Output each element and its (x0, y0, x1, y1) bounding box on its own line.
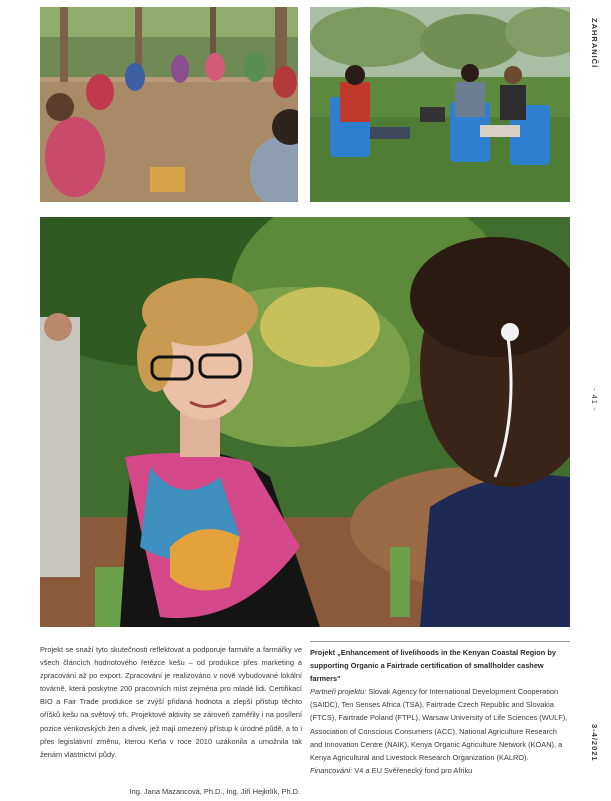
project-title: Projekt „Enhancement of livelihoods in the Kenyan Coastal Region by supporting Organic a Fairtrade certification of smallholder cashew farmers" (310, 648, 556, 684)
partners-label: Partneři projektu: (310, 687, 367, 697)
funding-label: Financování: (310, 765, 353, 775)
partners-list: Slovak Agency for International Development Cooperation (SAIDC), Ten Senses Africa (TSA), Fairtrade Czech Republic and Slovakia (FTCS), Fairtrade Poland (FTPL), Warsaw University of Life Sciences (WULF), Association of Conscious Consumers (ACC), National Agriculture Research and Innovation Centre (NAIK), Kenya Organic Agriculture Network (KOAN), a Kenya Agricultural and Livestock Research Organization (KALRO). (310, 687, 568, 762)
project-funding (310, 764, 570, 777)
photo-researcher-and-farmer (40, 217, 570, 627)
project-partners (310, 685, 570, 764)
page-number: - 41 - (590, 388, 599, 412)
section-label: ZAHRANIČÍ (590, 18, 599, 69)
photo-women-group-meeting (40, 7, 298, 202)
funding-value: V4 a EU Svěřenecký fond pro Afriku (352, 765, 473, 775)
issue-number: 3-4/2021 (590, 724, 599, 762)
photo-seated-group-laptop (310, 7, 570, 202)
authors-line: Ing. Jana Mazancová, Ph.D., Ing. Jiří Hejkrlík, Ph.D. (129, 787, 300, 796)
project-info-box (310, 641, 570, 777)
article-paragraph: Projekt se snaží tyto skutečnosti reflektovat a podporuje farmáře a farmářky ve všech článcích hodnotového řetězce kešu – od produkce přes marketing a zpracování až po export. Zpracování je realizováno v nově vybudované lokální továrně, která poskytne 200 pracovních míst zejména pro mladé lidi. Certifikací BIO a Fair Trade produkce se zvýší přidaná hodnota a zlepší přístup těchto oříšků kešu na světový trh. Projektové aktivity se zároveň zaměřily i na posílení pozice venkovských žen a dívek, jež mají omezený přístup k úrodné půdě, a to i přes legislativní změnu, kterou Keňa v roce 2010 uzákonila a umožnila tak ženám vlastnictví půdy. (40, 645, 302, 759)
